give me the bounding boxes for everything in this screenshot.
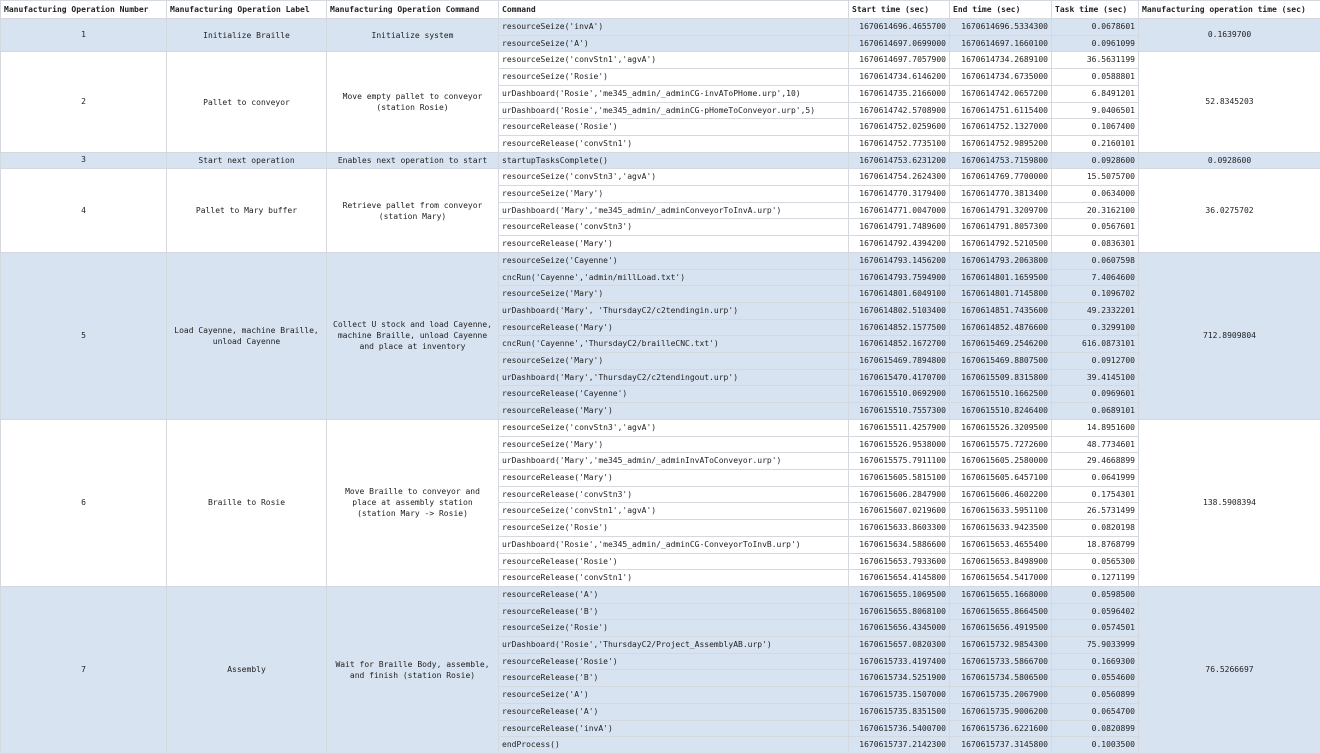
start-time-cell[interactable]: 1670615657.0820300 <box>849 637 950 654</box>
operation-label-cell[interactable]: Start next operation <box>167 152 327 169</box>
end-time-cell[interactable]: 1670615655.1668000 <box>950 586 1052 603</box>
end-time-cell[interactable]: 1670615734.5806500 <box>950 670 1052 687</box>
command-cell[interactable]: resourceRelease('Rosie') <box>499 653 849 670</box>
command-cell[interactable]: urDashboard('Rosie','me345_admin/_adminCG-invAToPHome.urp',10) <box>499 85 849 102</box>
end-time-cell[interactable]: 1670615605.2580000 <box>950 453 1052 470</box>
command-cell[interactable]: cncRun('Cayenne','admin/millLoad.txt') <box>499 269 849 286</box>
task-time-cell[interactable]: 14.8951600 <box>1052 419 1139 436</box>
end-time-cell[interactable]: 1670615469.8807500 <box>950 353 1052 370</box>
end-time-cell[interactable]: 1670615633.5951100 <box>950 503 1052 520</box>
operation-time-cell[interactable]: 76.5266697 <box>1139 586 1320 753</box>
end-time-cell[interactable]: 1670614734.6735000 <box>950 69 1052 86</box>
task-time-cell[interactable]: 0.0607598 <box>1052 252 1139 269</box>
start-time-cell[interactable]: 1670615656.4345000 <box>849 620 950 637</box>
task-time-cell[interactable]: 0.0654700 <box>1052 703 1139 720</box>
task-time-cell[interactable]: 18.8768799 <box>1052 536 1139 553</box>
end-time-cell[interactable]: 1670614752.1327000 <box>950 119 1052 136</box>
command-cell[interactable]: resourceSeize('convStn3','agvA') <box>499 169 849 186</box>
operation-command-cell[interactable]: Move Braille to conveyor and place at assembly station (station Mary -> Rosie) <box>327 419 499 586</box>
command-cell[interactable]: urDashboard('Mary','me345_admin/_adminInvAToConveyor.urp') <box>499 453 849 470</box>
table-row <box>1 19 1320 36</box>
command-cell[interactable]: urDashboard('Mary','me345_admin/_adminConveyorToInvA.urp') <box>499 202 849 219</box>
task-time-cell[interactable]: 0.1067400 <box>1052 119 1139 136</box>
task-time-cell[interactable]: 0.0598500 <box>1052 586 1139 603</box>
start-time-cell[interactable]: 1670615469.7894800 <box>849 353 950 370</box>
command-cell[interactable]: resourceSeize('Rosie') <box>499 69 849 86</box>
command-cell[interactable]: resourceSeize('invA') <box>499 19 849 36</box>
operation-label-cell[interactable]: Initialize Braille <box>167 19 327 52</box>
table-row <box>1 169 1320 186</box>
task-time-cell[interactable]: 20.3162100 <box>1052 202 1139 219</box>
command-cell[interactable]: resourceRelease('convStn3') <box>499 219 849 236</box>
start-time-cell[interactable]: 1670615526.9538000 <box>849 436 950 453</box>
command-cell[interactable]: resourceRelease('invA') <box>499 720 849 737</box>
start-time-cell[interactable]: 1670615655.1069500 <box>849 586 950 603</box>
start-time-cell[interactable]: 1670615735.1507000 <box>849 687 950 704</box>
task-time-cell[interactable]: 0.0560899 <box>1052 687 1139 704</box>
end-time-cell[interactable]: 1670615655.8664500 <box>950 603 1052 620</box>
end-time-cell[interactable]: 1670615606.4602200 <box>950 486 1052 503</box>
start-time-cell[interactable]: 1670614742.5708900 <box>849 102 950 119</box>
start-time-cell[interactable]: 1670615655.8068100 <box>849 603 950 620</box>
start-time-cell[interactable]: 1670614735.2166000 <box>849 85 950 102</box>
command-cell[interactable]: resourceSeize('Mary') <box>499 436 849 453</box>
operation-time-cell[interactable]: 138.5908394 <box>1139 419 1320 586</box>
start-time-cell[interactable]: 1670614754.2624300 <box>849 169 950 186</box>
command-cell[interactable]: resourceRelease('Mary') <box>499 469 849 486</box>
command-cell[interactable]: urDashboard('Rosie','me345_admin/_adminCG-pHomeToConveyor.urp',5) <box>499 102 849 119</box>
command-cell[interactable]: resourceSeize('convStn1','agvA') <box>499 52 849 69</box>
command-cell[interactable]: resourceRelease('A') <box>499 703 849 720</box>
end-time-cell[interactable]: 1670615633.9423500 <box>950 520 1052 537</box>
header-row <box>1 1 1320 19</box>
start-time-cell[interactable]: 1670615510.7557300 <box>849 403 950 420</box>
operation-number-cell[interactable]: 6 <box>1 419 167 586</box>
table-row <box>1 586 1320 603</box>
start-time-cell[interactable]: 1670614802.5103400 <box>849 302 950 319</box>
operation-number-cell[interactable]: 3 <box>1 152 167 169</box>
task-time-cell[interactable]: 15.5075700 <box>1052 169 1139 186</box>
command-cell[interactable]: urDashboard('Rosie','ThursdayC2/Project_AssemblyAB.urp') <box>499 637 849 654</box>
end-time-cell[interactable]: 1670614696.5334300 <box>950 19 1052 36</box>
operation-number-cell[interactable]: 5 <box>1 252 167 419</box>
command-cell[interactable]: resourceRelease('Rosie') <box>499 553 849 570</box>
task-time-cell[interactable]: 0.3299100 <box>1052 319 1139 336</box>
command-cell[interactable]: resourceRelease('Rosie') <box>499 119 849 136</box>
task-time-cell[interactable]: 0.0678601 <box>1052 19 1139 36</box>
command-cell[interactable]: resourceRelease('A') <box>499 586 849 603</box>
header-operation-command[interactable]: Manufacturing Operation Command <box>327 1 499 19</box>
task-time-cell[interactable]: 29.4668899 <box>1052 453 1139 470</box>
start-time-cell[interactable]: 1670614852.1577500 <box>849 319 950 336</box>
task-time-cell[interactable]: 9.0406501 <box>1052 102 1139 119</box>
header-command[interactable]: Command <box>499 1 849 19</box>
command-cell[interactable]: startupTasksComplete() <box>499 152 849 169</box>
end-time-cell[interactable]: 1670614769.7700000 <box>950 169 1052 186</box>
end-time-cell[interactable]: 1670615735.9006200 <box>950 703 1052 720</box>
start-time-cell[interactable]: 1670615633.8603300 <box>849 520 950 537</box>
operation-number-cell[interactable]: 2 <box>1 52 167 152</box>
operation-number-cell[interactable]: 1 <box>1 19 167 52</box>
task-time-cell[interactable]: 0.0554600 <box>1052 670 1139 687</box>
operation-time-cell[interactable]: 52.8345203 <box>1139 52 1320 152</box>
end-time-cell[interactable]: 1670615733.5866700 <box>950 653 1052 670</box>
command-cell[interactable]: resourceRelease('Mary') <box>499 319 849 336</box>
header-operation-time[interactable]: Manufacturing operation time (sec) <box>1139 1 1320 19</box>
task-time-cell[interactable]: 0.2160101 <box>1052 135 1139 152</box>
table-row <box>1 419 1320 436</box>
task-time-cell[interactable]: 0.0567601 <box>1052 219 1139 236</box>
task-time-cell[interactable]: 616.0873101 <box>1052 336 1139 353</box>
task-time-cell[interactable]: 0.0969601 <box>1052 386 1139 403</box>
header-operation-label[interactable]: Manufacturing Operation Label <box>167 1 327 19</box>
command-cell[interactable]: cncRun('Cayenne','ThursdayC2/brailleCNC.txt') <box>499 336 849 353</box>
end-time-cell[interactable]: 1670615732.9854300 <box>950 637 1052 654</box>
command-cell[interactable]: endProcess() <box>499 737 849 754</box>
end-time-cell[interactable]: 1670614791.3209700 <box>950 202 1052 219</box>
end-time-cell[interactable]: 1670614852.4876600 <box>950 319 1052 336</box>
command-cell[interactable]: resourceRelease('Mary') <box>499 236 849 253</box>
operation-label-cell[interactable]: Braille to Rosie <box>167 419 327 586</box>
start-time-cell[interactable]: 1670614852.1672700 <box>849 336 950 353</box>
command-cell[interactable]: resourceRelease('B') <box>499 603 849 620</box>
task-time-cell[interactable]: 0.0565300 <box>1052 553 1139 570</box>
command-cell[interactable]: resourceSeize('Rosie') <box>499 620 849 637</box>
end-time-cell[interactable]: 1670614851.7435600 <box>950 302 1052 319</box>
start-time-cell[interactable]: 1670615734.5251900 <box>849 670 950 687</box>
command-cell[interactable]: resourceSeize('Cayenne') <box>499 252 849 269</box>
start-time-cell[interactable]: 1670614793.1456200 <box>849 252 950 269</box>
end-time-cell[interactable]: 1670615575.7272600 <box>950 436 1052 453</box>
start-time-cell[interactable]: 1670614792.4394200 <box>849 236 950 253</box>
command-cell[interactable]: resourceRelease('convStn1') <box>499 135 849 152</box>
start-time-cell[interactable]: 1670614771.0047000 <box>849 202 950 219</box>
end-time-cell[interactable]: 1670614742.0657200 <box>950 85 1052 102</box>
table-row <box>1 52 1320 69</box>
task-time-cell[interactable]: 0.0928600 <box>1052 152 1139 169</box>
operation-command-cell[interactable]: Wait for Braille Body, assemble, and finish (station Rosie) <box>327 586 499 753</box>
task-time-cell[interactable]: 0.0961099 <box>1052 35 1139 52</box>
start-time-cell[interactable]: 1670615606.2847900 <box>849 486 950 503</box>
start-time-cell[interactable]: 1670615511.4257900 <box>849 419 950 436</box>
end-time-cell[interactable]: 1670614793.2063800 <box>950 252 1052 269</box>
command-cell[interactable]: resourceRelease('B') <box>499 670 849 687</box>
operation-time-cell[interactable]: 712.8909804 <box>1139 252 1320 419</box>
start-time-cell[interactable]: 1670615653.7933600 <box>849 553 950 570</box>
end-time-cell[interactable]: 1670615469.2546200 <box>950 336 1052 353</box>
task-time-cell[interactable]: 0.0596402 <box>1052 603 1139 620</box>
task-time-cell[interactable]: 0.0836301 <box>1052 236 1139 253</box>
start-time-cell[interactable]: 1670614752.7735100 <box>849 135 950 152</box>
end-time-cell[interactable]: 1670615526.3209500 <box>950 419 1052 436</box>
command-cell[interactable]: resourceSeize('Rosie') <box>499 520 849 537</box>
command-cell[interactable]: resourceSeize('Mary') <box>499 286 849 303</box>
start-time-cell[interactable]: 1670615605.5815100 <box>849 469 950 486</box>
start-time-cell[interactable]: 1670614793.7594900 <box>849 269 950 286</box>
start-time-cell[interactable]: 1670614696.4655700 <box>849 19 950 36</box>
end-time-cell[interactable]: 1670614751.6115400 <box>950 102 1052 119</box>
command-cell[interactable]: resourceRelease('Mary') <box>499 403 849 420</box>
end-time-cell[interactable]: 1670614697.1660100 <box>950 35 1052 52</box>
task-time-cell[interactable]: 0.1754301 <box>1052 486 1139 503</box>
task-time-cell[interactable]: 49.2332201 <box>1052 302 1139 319</box>
command-cell[interactable]: resourceSeize('convStn3','agvA') <box>499 419 849 436</box>
start-time-cell[interactable]: 1670614697.7057900 <box>849 52 950 69</box>
task-time-cell[interactable]: 0.1096702 <box>1052 286 1139 303</box>
end-time-cell[interactable]: 1670615735.2067900 <box>950 687 1052 704</box>
operation-command-cell[interactable]: Retrieve pallet from conveyor (station Mary) <box>327 169 499 253</box>
start-time-cell[interactable]: 1670615737.2142300 <box>849 737 950 754</box>
operation-label-cell[interactable]: Load Cayenne, machine Braille, unload Cayenne <box>167 252 327 419</box>
command-cell[interactable]: resourceRelease('convStn3') <box>499 486 849 503</box>
task-time-cell[interactable]: 0.0634000 <box>1052 186 1139 203</box>
end-time-cell[interactable]: 1670614734.2689100 <box>950 52 1052 69</box>
task-time-cell[interactable]: 0.1003500 <box>1052 737 1139 754</box>
task-time-cell[interactable]: 0.0574501 <box>1052 620 1139 637</box>
end-time-cell[interactable]: 1670614792.5210500 <box>950 236 1052 253</box>
task-time-cell[interactable]: 26.5731499 <box>1052 503 1139 520</box>
command-cell[interactable]: resourceSeize('Mary') <box>499 186 849 203</box>
operation-label-cell[interactable]: Pallet to Mary buffer <box>167 169 327 253</box>
end-time-cell[interactable]: 1670614791.8057300 <box>950 219 1052 236</box>
task-time-cell[interactable]: 0.0641999 <box>1052 469 1139 486</box>
task-time-cell[interactable]: 0.0588801 <box>1052 69 1139 86</box>
task-time-cell[interactable]: 7.4064600 <box>1052 269 1139 286</box>
end-time-cell[interactable]: 1670614752.9895200 <box>950 135 1052 152</box>
task-time-cell[interactable]: 0.0820198 <box>1052 520 1139 537</box>
operation-command-cell[interactable]: Enables next operation to start <box>327 152 499 169</box>
header-task-time[interactable]: Task time (sec) <box>1052 1 1139 19</box>
command-cell[interactable]: resourceRelease('Cayenne') <box>499 386 849 403</box>
operation-label-cell[interactable]: Pallet to conveyor <box>167 52 327 152</box>
start-time-cell[interactable]: 1670615575.7911100 <box>849 453 950 470</box>
start-time-cell[interactable]: 1670614791.7489600 <box>849 219 950 236</box>
command-cell[interactable]: urDashboard('Rosie','me345_admin/_adminCG-ConveyorToInvB.urp') <box>499 536 849 553</box>
operation-command-cell[interactable]: Move empty pallet to conveyor (station Rosie) <box>327 52 499 152</box>
header-start-time[interactable]: Start time (sec) <box>849 1 950 19</box>
operation-time-cell[interactable]: 36.0275702 <box>1139 169 1320 253</box>
task-time-cell[interactable]: 48.7734601 <box>1052 436 1139 453</box>
start-time-cell[interactable]: 1670615735.8351500 <box>849 703 950 720</box>
end-time-cell[interactable]: 1670615653.4655400 <box>950 536 1052 553</box>
operation-time-cell[interactable]: 0.1639700 <box>1139 19 1320 52</box>
task-time-cell[interactable]: 0.0820899 <box>1052 720 1139 737</box>
task-time-cell[interactable]: 6.8491201 <box>1052 85 1139 102</box>
header-operation-number[interactable]: Manufacturing Operation Number <box>1 1 167 19</box>
end-time-cell[interactable]: 1670615510.1662500 <box>950 386 1052 403</box>
start-time-cell[interactable]: 1670614753.6231200 <box>849 152 950 169</box>
table-body <box>1 19 1320 754</box>
end-time-cell[interactable]: 1670615654.5417000 <box>950 570 1052 587</box>
end-time-cell[interactable]: 1670614770.3813400 <box>950 186 1052 203</box>
end-time-cell[interactable]: 1670615653.8498900 <box>950 553 1052 570</box>
table-row <box>1 252 1320 269</box>
end-time-cell[interactable]: 1670615510.8246400 <box>950 403 1052 420</box>
end-time-cell[interactable]: 1670615736.6221600 <box>950 720 1052 737</box>
task-time-cell[interactable]: 39.4145100 <box>1052 369 1139 386</box>
operation-time-cell[interactable]: 0.0928600 <box>1139 152 1320 169</box>
end-time-cell[interactable]: 1670615509.8315800 <box>950 369 1052 386</box>
task-time-cell[interactable]: 0.0689101 <box>1052 403 1139 420</box>
end-time-cell[interactable]: 1670615737.3145800 <box>950 737 1052 754</box>
command-cell[interactable]: resourceSeize('A') <box>499 687 849 704</box>
start-time-cell[interactable]: 1670614697.0699000 <box>849 35 950 52</box>
command-cell[interactable]: urDashboard('Mary', 'ThursdayC2/c2tendingin.urp') <box>499 302 849 319</box>
start-time-cell[interactable]: 1670615510.0692900 <box>849 386 950 403</box>
operation-command-cell[interactable]: Initialize system <box>327 19 499 52</box>
command-cell[interactable]: resourceSeize('A') <box>499 35 849 52</box>
start-time-cell[interactable]: 1670614770.3179400 <box>849 186 950 203</box>
command-cell[interactable]: resourceSeize('Mary') <box>499 353 849 370</box>
start-time-cell[interactable]: 1670614801.6049100 <box>849 286 950 303</box>
end-time-cell[interactable]: 1670614801.7145800 <box>950 286 1052 303</box>
start-time-cell[interactable]: 1670615654.4145800 <box>849 570 950 587</box>
command-cell[interactable]: resourceRelease('convStn1') <box>499 570 849 587</box>
header-end-time[interactable]: End time (sec) <box>950 1 1052 19</box>
start-time-cell[interactable]: 1670614734.6146200 <box>849 69 950 86</box>
operation-command-cell[interactable]: Collect U stock and load Cayenne, machine Braille, unload Cayenne and place at inventory <box>327 252 499 419</box>
operation-number-cell[interactable]: 7 <box>1 586 167 753</box>
end-time-cell[interactable]: 1670614753.7159800 <box>950 152 1052 169</box>
end-time-cell[interactable]: 1670615605.6457100 <box>950 469 1052 486</box>
table-row <box>1 152 1320 169</box>
operation-label-cell[interactable]: Assembly <box>167 586 327 753</box>
command-cell[interactable]: urDashboard('Mary','ThursdayC2/c2tendingout.urp') <box>499 369 849 386</box>
operation-number-cell[interactable]: 4 <box>1 169 167 253</box>
start-time-cell[interactable]: 1670615733.4197400 <box>849 653 950 670</box>
task-time-cell[interactable]: 75.9033999 <box>1052 637 1139 654</box>
end-time-cell[interactable]: 1670614801.1659500 <box>950 269 1052 286</box>
start-time-cell[interactable]: 1670615470.4170700 <box>849 369 950 386</box>
start-time-cell[interactable]: 1670615634.5886600 <box>849 536 950 553</box>
command-cell[interactable]: resourceSeize('convStn1','agvA') <box>499 503 849 520</box>
start-time-cell[interactable]: 1670615736.5400700 <box>849 720 950 737</box>
start-time-cell[interactable]: 1670614752.0259600 <box>849 119 950 136</box>
task-time-cell[interactable]: 0.1669300 <box>1052 653 1139 670</box>
end-time-cell[interactable]: 1670615656.4919500 <box>950 620 1052 637</box>
start-time-cell[interactable]: 1670615607.0219600 <box>849 503 950 520</box>
task-time-cell[interactable]: 0.1271199 <box>1052 570 1139 587</box>
task-time-cell[interactable]: 36.5631199 <box>1052 52 1139 69</box>
task-time-cell[interactable]: 0.0912700 <box>1052 353 1139 370</box>
